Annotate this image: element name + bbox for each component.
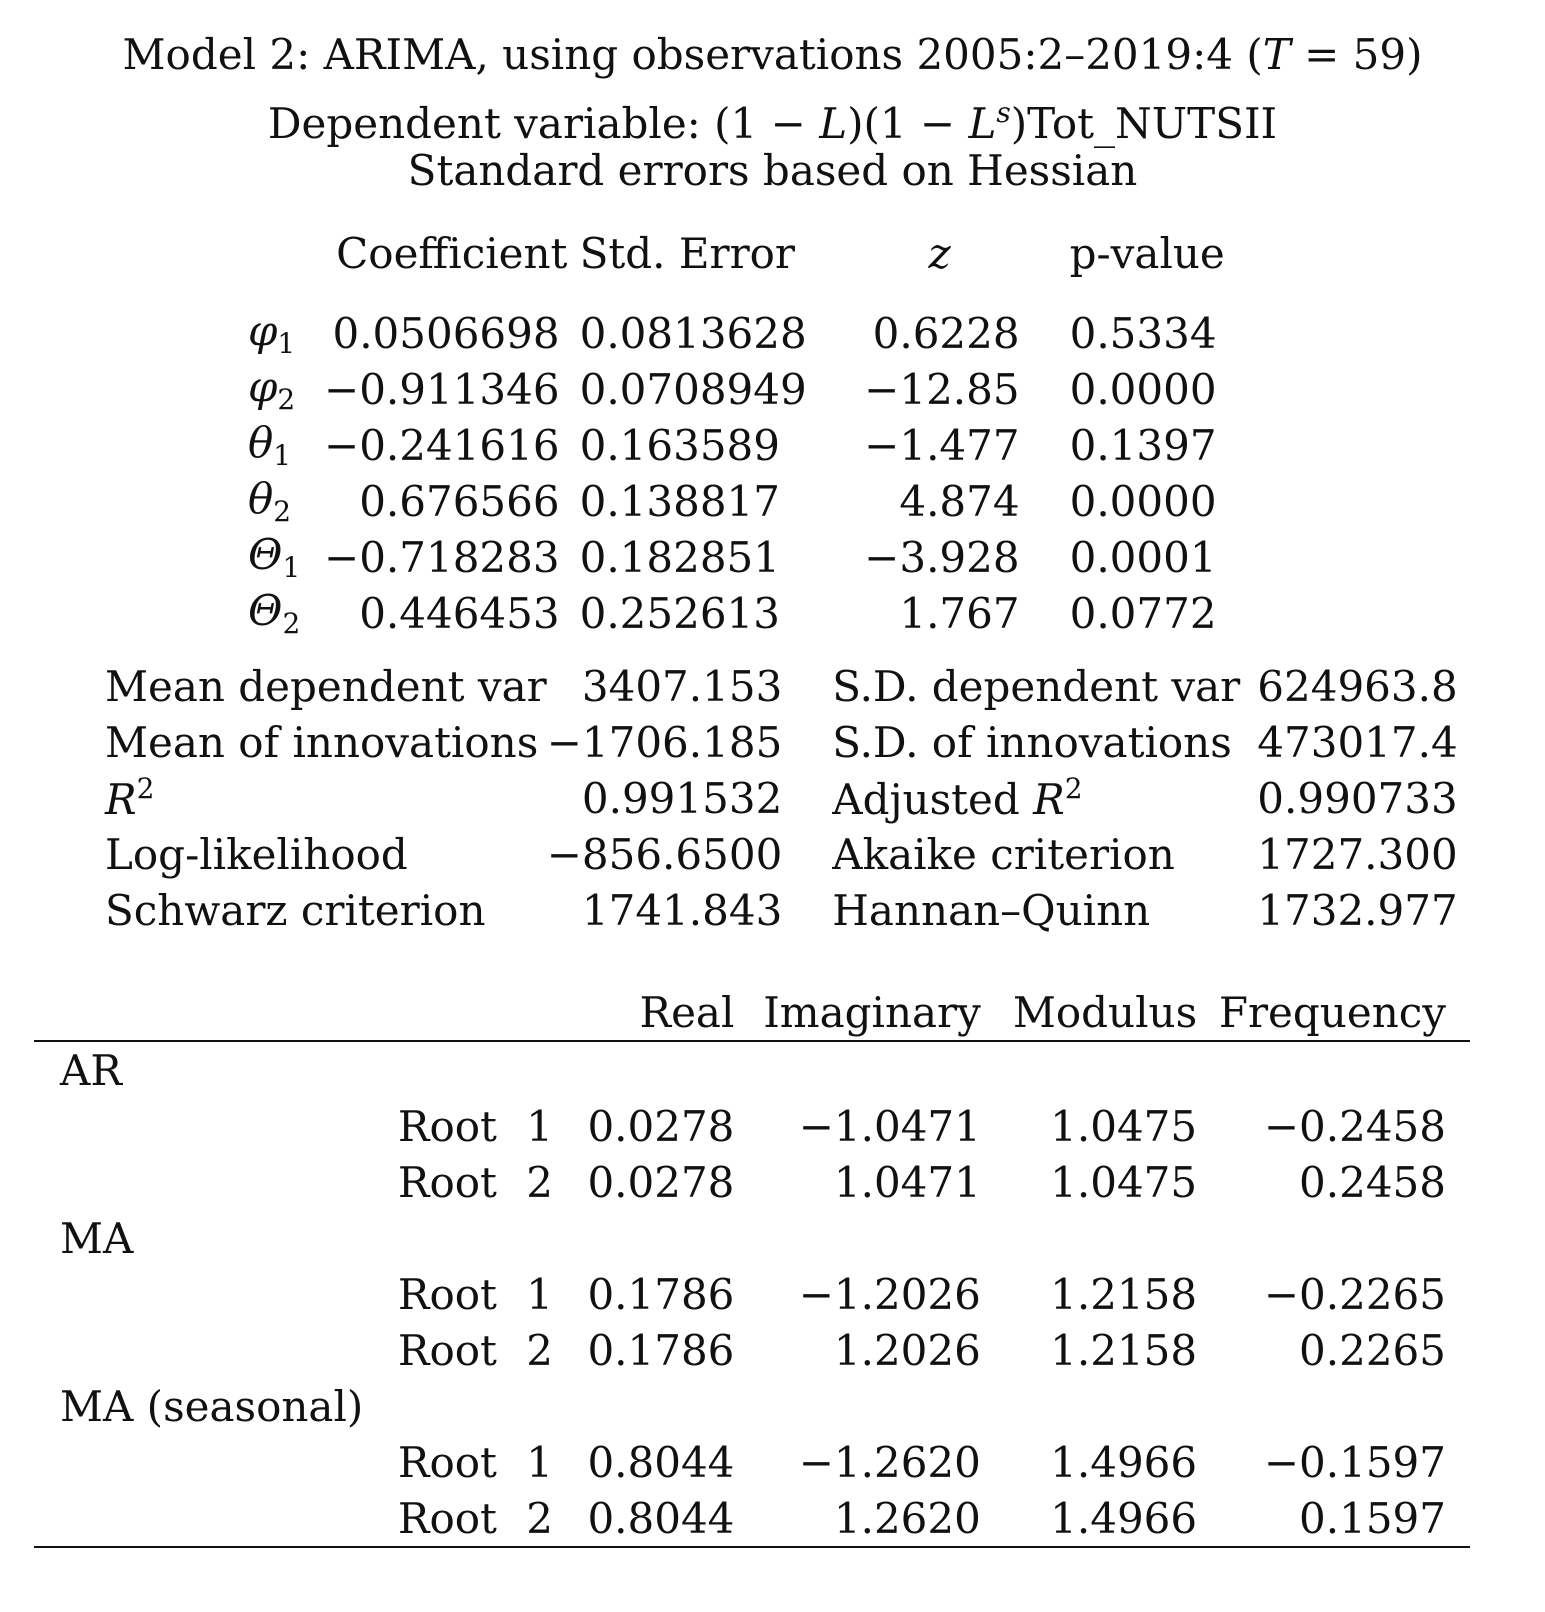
root-indent: [34, 1266, 398, 1322]
title-T: T: [1262, 30, 1291, 79]
statistic-value: 1741.843: [581, 885, 783, 935]
root-real: 0.0278: [587, 1157, 735, 1207]
statistic-label: [105, 770, 547, 826]
root-real: 0.0278: [587, 1101, 735, 1151]
root-real: 0.1786: [587, 1325, 735, 1375]
std-error-value: 0.138817: [579, 476, 780, 526]
z-value: −12.85: [864, 364, 1020, 414]
statistics-row: [105, 658, 1458, 714]
root-imaginary: 1.2620: [734, 1490, 980, 1547]
z-value: −3.928: [864, 532, 1020, 582]
std-error-value: 0.0708949: [579, 364, 807, 414]
statistic-value: −856.6500: [546, 829, 783, 879]
col-coefficient: Coefficient: [336, 229, 568, 278]
root-index: 2: [526, 1325, 553, 1375]
parameter-letter: Θ: [248, 530, 283, 579]
root-index: 2: [526, 1157, 553, 1207]
parameter-letter: φ: [248, 306, 278, 355]
root-modulus: 1.4966: [1050, 1437, 1198, 1487]
dep-lag-operator-seasonal: L: [968, 99, 997, 148]
statistics-row: [105, 882, 1458, 938]
root-row: [34, 1434, 1470, 1490]
root-imaginary: −1.2026: [798, 1269, 981, 1319]
roots-group-row: [34, 1041, 1470, 1098]
parameter-letter: Θ: [248, 586, 283, 635]
parameter-symbol: [248, 585, 324, 641]
std-error-value: 0.0813628: [579, 308, 807, 358]
root-modulus: 1.0475: [1050, 1157, 1198, 1207]
root-row: [34, 1490, 1470, 1547]
coefficient-header-row: [248, 225, 1225, 303]
parameter-symbol: [248, 529, 324, 585]
statistic-label-text: Adjusted: [832, 775, 1034, 824]
roots-header-blank: [34, 984, 398, 1041]
statistic-value: 624963.8: [1257, 661, 1458, 711]
p-value: 0.0772: [1069, 588, 1217, 638]
coefficient-row: [248, 529, 1225, 585]
dependent-variable: [0, 84, 1545, 148]
root-indent: [34, 1098, 398, 1154]
parameter-letter: θ: [248, 474, 274, 523]
coefficient-row: [248, 361, 1225, 417]
coefficient-value: 0.446453: [359, 588, 560, 638]
p-value: 0.5334: [1069, 308, 1217, 358]
roots-header-blank-3: [526, 984, 584, 1041]
statistic-label: [832, 714, 1257, 770]
root-modulus: 1.0475: [1050, 1101, 1198, 1151]
root-row: [34, 1322, 1470, 1378]
statistic-label: [105, 658, 547, 714]
statistic-value: 3407.153: [581, 661, 783, 711]
z-value: 1.767: [899, 588, 1020, 638]
col-z: z: [928, 229, 951, 278]
root-row: [34, 1154, 1470, 1210]
root-index: 1: [526, 1101, 553, 1151]
root-frequency: −0.2458: [1263, 1101, 1446, 1151]
coefficient-row: [248, 585, 1225, 641]
statistic-label-text: S.D. dependent var: [832, 661, 1241, 711]
z-value: −1.477: [864, 420, 1020, 470]
p-value: 0.1397: [1069, 420, 1217, 470]
coef-header-blank: [248, 225, 324, 303]
parameter-subscript: 2: [282, 607, 301, 640]
coefficient-value: 0.0506698: [332, 308, 560, 358]
roots-group-label: MA: [60, 1213, 134, 1263]
root-row: [34, 1266, 1470, 1322]
statistic-label-text: Hannan–Quinn: [832, 885, 1151, 935]
statistic-label-text: Mean of innovations: [105, 717, 539, 767]
statistics-row: [105, 826, 1458, 882]
statistic-label-text: Schwarz criterion: [105, 885, 486, 935]
root-label: Root: [397, 1101, 497, 1151]
root-frequency: −0.2265: [1263, 1269, 1446, 1319]
root-modulus: 1.2158: [1050, 1269, 1198, 1319]
p-value: 0.0000: [1069, 364, 1217, 414]
root-label: Root: [398, 1490, 526, 1547]
roots-group-label: AR: [60, 1045, 122, 1095]
statistic-label-text: Mean dependent var: [105, 661, 547, 711]
root-real: 0.8044: [587, 1437, 735, 1487]
dep-text-mid: )(1 −: [847, 99, 969, 148]
parameter-subscript: 1: [273, 439, 292, 472]
statistic-label-superscript: 2: [1064, 772, 1083, 805]
std-errors-note: Standard errors based on Hessian: [407, 146, 1138, 195]
statistic-value: 0.990733: [1257, 773, 1458, 823]
coefficient-row: [248, 473, 1225, 529]
statistic-label: [105, 826, 547, 882]
root-frequency: −0.1597: [1263, 1437, 1446, 1487]
statistic-label: [832, 658, 1257, 714]
model-statistics-table: [105, 658, 1458, 938]
parameter-subscript: 2: [273, 495, 292, 528]
root-real: 0.8044: [585, 1490, 735, 1547]
col-modulus: Modulus: [981, 984, 1197, 1041]
col-p-value: p-value: [1069, 229, 1225, 278]
roots-header-row: [34, 984, 1470, 1041]
parameter-subscript: 1: [277, 327, 296, 360]
root-index: 1: [526, 1269, 553, 1319]
col-real: Real: [585, 984, 735, 1041]
parameter-symbol: [248, 303, 324, 361]
roots-group-row: [34, 1210, 1470, 1266]
roots-section: [34, 984, 1470, 1548]
statistic-label-text: Log-likelihood: [105, 829, 408, 879]
parameter-subscript: 2: [277, 383, 296, 416]
statistic-label-text: S.D. of innovations: [832, 717, 1232, 767]
title-text-end: = 59): [1290, 30, 1423, 79]
col-std-error: Std. Error: [579, 229, 796, 278]
statistic-label: [832, 882, 1257, 938]
statistics-row: [105, 770, 1458, 826]
statistic-label-superscript: 2: [136, 772, 155, 805]
statistic-label-symbol: R: [1033, 775, 1065, 824]
root-imaginary: 1.2026: [833, 1325, 981, 1375]
root-indent: [34, 1322, 398, 1378]
parameter-symbol: [248, 361, 324, 417]
statistic-label-text: R: [105, 775, 137, 824]
p-value: 0.0000: [1069, 476, 1217, 526]
statistic-label: [832, 826, 1257, 882]
coefficient-table: [248, 225, 1225, 641]
model-title: [0, 26, 1545, 84]
root-indent: [34, 1434, 398, 1490]
std-error-value: 0.163589: [579, 420, 780, 470]
parameter-letter: φ: [248, 362, 278, 411]
coefficient-row: [248, 303, 1225, 361]
root-modulus: 1.4966: [981, 1490, 1197, 1547]
statistic-value: 473017.4: [1257, 717, 1458, 767]
std-error-value: 0.182851: [579, 532, 780, 582]
coefficient-value: −0.718283: [324, 532, 560, 582]
coefficient-row: [248, 417, 1225, 473]
statistic-label: [832, 770, 1257, 826]
statistic-label-text: Akaike criterion: [832, 829, 1175, 879]
parameter-symbol: [248, 473, 324, 529]
root-imaginary: 1.0471: [833, 1157, 981, 1207]
statistic-value: −1706.185: [546, 717, 783, 767]
std-error-value: 0.252613: [579, 588, 780, 638]
parameter-subscript: 1: [282, 551, 301, 584]
root-imaginary: −1.0471: [798, 1101, 981, 1151]
coefficient-value: −0.241616: [324, 420, 560, 470]
model-header: [0, 26, 1545, 200]
statistic-value: 1727.300: [1257, 829, 1458, 879]
root-label: Root: [397, 1157, 497, 1207]
p-value: 0.0001: [1069, 532, 1217, 582]
statistic-value: 1732.977: [1257, 885, 1458, 935]
root-frequency: 0.2458: [1299, 1157, 1446, 1207]
statistic-label: [105, 882, 547, 938]
dep-season-superscript: s: [996, 96, 1011, 129]
dep-text: Dependent variable: (1 −: [267, 99, 820, 148]
roots-header-blank-2: [398, 984, 526, 1041]
statistic-value: 0.991532: [581, 773, 783, 823]
roots-table: [34, 984, 1470, 1548]
root-frequency: 0.1597: [1197, 1490, 1470, 1547]
root-index: 2: [526, 1490, 584, 1547]
root-label: Root: [397, 1325, 497, 1375]
parameter-letter: θ: [248, 418, 274, 467]
root-frequency: 0.2265: [1299, 1325, 1446, 1375]
root-index: 1: [526, 1437, 553, 1487]
z-value: 4.874: [899, 476, 1020, 526]
coefficient-value: 0.676566: [359, 476, 560, 526]
title-text: Model 2: ARIMA, using observations 2005:2–2019:4 (: [122, 30, 1263, 79]
root-modulus: 1.2158: [1050, 1325, 1198, 1375]
parameter-symbol: [248, 417, 324, 473]
root-row: [34, 1098, 1470, 1154]
statistic-label: [105, 714, 547, 770]
coefficient-value: −0.911346: [324, 364, 560, 414]
dep-lag-operator: L: [819, 99, 848, 148]
root-label: Root: [397, 1269, 497, 1319]
col-imaginary: Imaginary: [734, 984, 980, 1041]
col-frequency: Frequency: [1197, 984, 1470, 1041]
roots-group-label: MA (seasonal): [60, 1381, 364, 1431]
roots-group-row: [34, 1378, 1470, 1434]
root-indent: [34, 1490, 398, 1547]
dep-variable-name: )Tot_NUTSII: [1010, 99, 1278, 148]
root-real: 0.1786: [587, 1269, 735, 1319]
root-label: Root: [397, 1437, 497, 1487]
statistics-row: [105, 714, 1458, 770]
root-imaginary: −1.2620: [798, 1437, 981, 1487]
z-value: 0.6228: [872, 308, 1020, 358]
root-indent: [34, 1154, 398, 1210]
